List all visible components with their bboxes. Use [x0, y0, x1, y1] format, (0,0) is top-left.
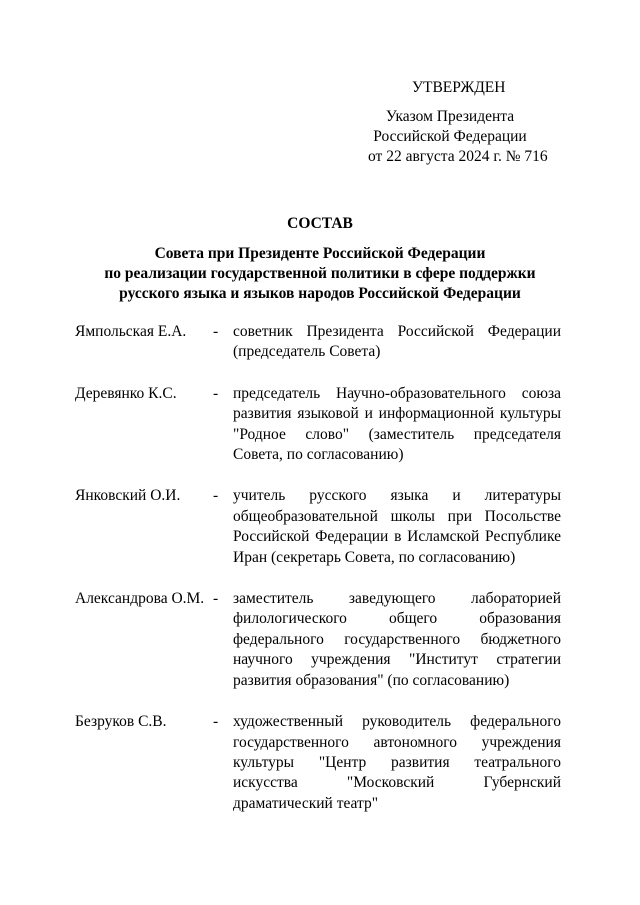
member-row: [75, 322, 561, 363]
document-subtitle-line-1: Совета при Президенте Российской Федерации: [154, 245, 486, 262]
member-name: Александрова О.М.: [75, 590, 205, 608]
member-role: художественный руководитель федерального государственного автономного учреждения культуры "Центр развития театрального искусства "Московский Губернский драматический театр": [233, 713, 561, 812]
member-row: [75, 384, 561, 466]
approval-decree-date: от 22 августа 2024 г. № 716: [368, 148, 548, 165]
member-role: заместитель заведующего лабораторией филологического общего образования федерального государственного бюджетного научного учреждения "Институт стратегии развития образования" (по согласованию): [233, 590, 561, 689]
approval-decree-authority: Российской Федерации: [373, 128, 527, 145]
member-name: Янковский О.И.: [75, 487, 181, 505]
member-name: Безруков С.В.: [75, 713, 167, 731]
member-row: [75, 589, 561, 691]
approval-stamp: [360, 78, 560, 167]
document-heading: [60, 214, 580, 304]
member-dash: -: [213, 323, 219, 340]
document-title: СОСТАВ: [287, 215, 353, 232]
member-name: Деревянко К.С.: [75, 384, 177, 402]
member-role: председатель Научно-образовательного союза развития языковой и информационной культуры "Родное слово" (заместитель председателя Совета, по согласованию): [233, 384, 561, 464]
member-row: [75, 486, 561, 568]
approval-title: УТВЕРЖДЕН: [412, 79, 506, 96]
document-subtitle-line-2: по реализации государственной политики в сфере поддержки: [104, 265, 536, 282]
document-subtitle-line-3: русского языка и языков народов Российской Федерации: [119, 285, 521, 302]
member-name: Ямпольская Е.А.: [75, 323, 187, 340]
member-dash: -: [213, 590, 219, 608]
member-dash: -: [213, 487, 219, 505]
member-row: [75, 712, 561, 814]
approval-decree-by: Указом Президента: [385, 108, 515, 125]
member-dash: -: [213, 713, 219, 731]
member-dash: -: [213, 384, 219, 402]
member-role: учитель русского языка и литературы общеобразовательной школы при Посольстве Российской Федерации в Исламской Республике Иран (секретарь Совета, по согласованию): [233, 487, 561, 566]
members-list: [75, 322, 561, 835]
member-role: советник Президента Российской Федерации (председатель Совета): [233, 323, 561, 361]
